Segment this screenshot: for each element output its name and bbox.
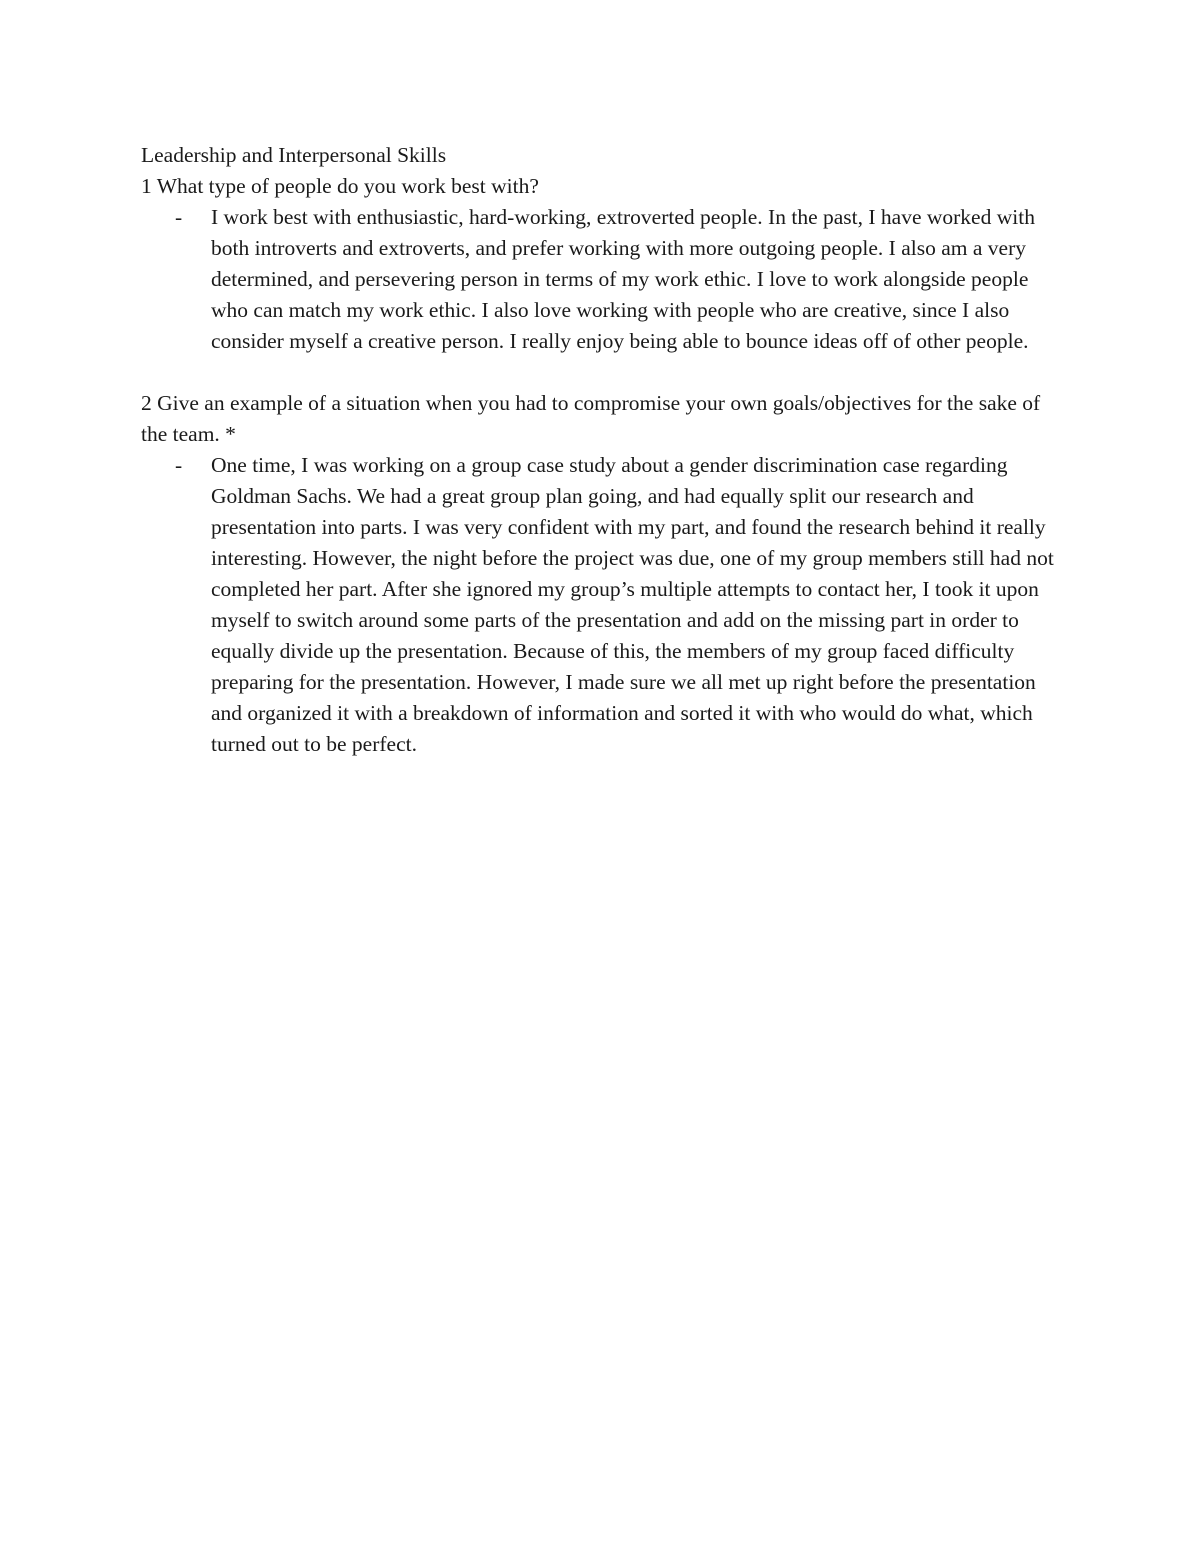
document-title: Leadership and Interpersonal Skills [141, 143, 447, 167]
question-1-text: 1 What type of people do you work best with? [141, 174, 539, 198]
answer-2-text: One time, I was working on a group case study about a gender discrimination case regarding Goldman Sachs. We had a great group plan going, and had equally split our research and presentation into parts. I was very confident with my part, and found the research behind it really interesting. However, the night before the project was due, one of my group members still had not completed her part. After she ignored my group’s multiple attempts to contact her, I took it upon myself to switch around some parts of the presentation and add on the missing part in order to equally divide up the presentation. Because of this, the members of my group faced difficulty preparing for the presentation. However, I made sure we all met up right before the presentation and organized it with a breakdown of information and sorted it with who would do what, which turned out to be perfect. [211, 453, 1054, 756]
answer-2-list-item [141, 450, 1066, 760]
question-block-1 [141, 171, 1066, 357]
bullet-dash: - [175, 205, 183, 229]
answer-1-list-item [141, 202, 1066, 357]
answer-1-text: I work best with enthusiastic, hard-working, extroverted people. In the past, I have worked with both introverts and extroverts, and prefer working with more outgoing people. I also am a very determined, and persevering person in terms of my work ethic. I love to work alongside people who can match my work ethic. I also love working with people who are creative, since I also consider myself a creative person. I really enjoy being able to bounce ideas off of other people. [211, 205, 1035, 353]
question-block-2 [141, 388, 1066, 760]
paragraph-spacer [141, 357, 1066, 388]
document-body [141, 140, 1066, 760]
bullet-dash: - [175, 453, 183, 477]
question-2-text: 2 Give an example of a situation when you had to compromise your own goals/objectives for the sake of the team. * [141, 391, 1041, 446]
